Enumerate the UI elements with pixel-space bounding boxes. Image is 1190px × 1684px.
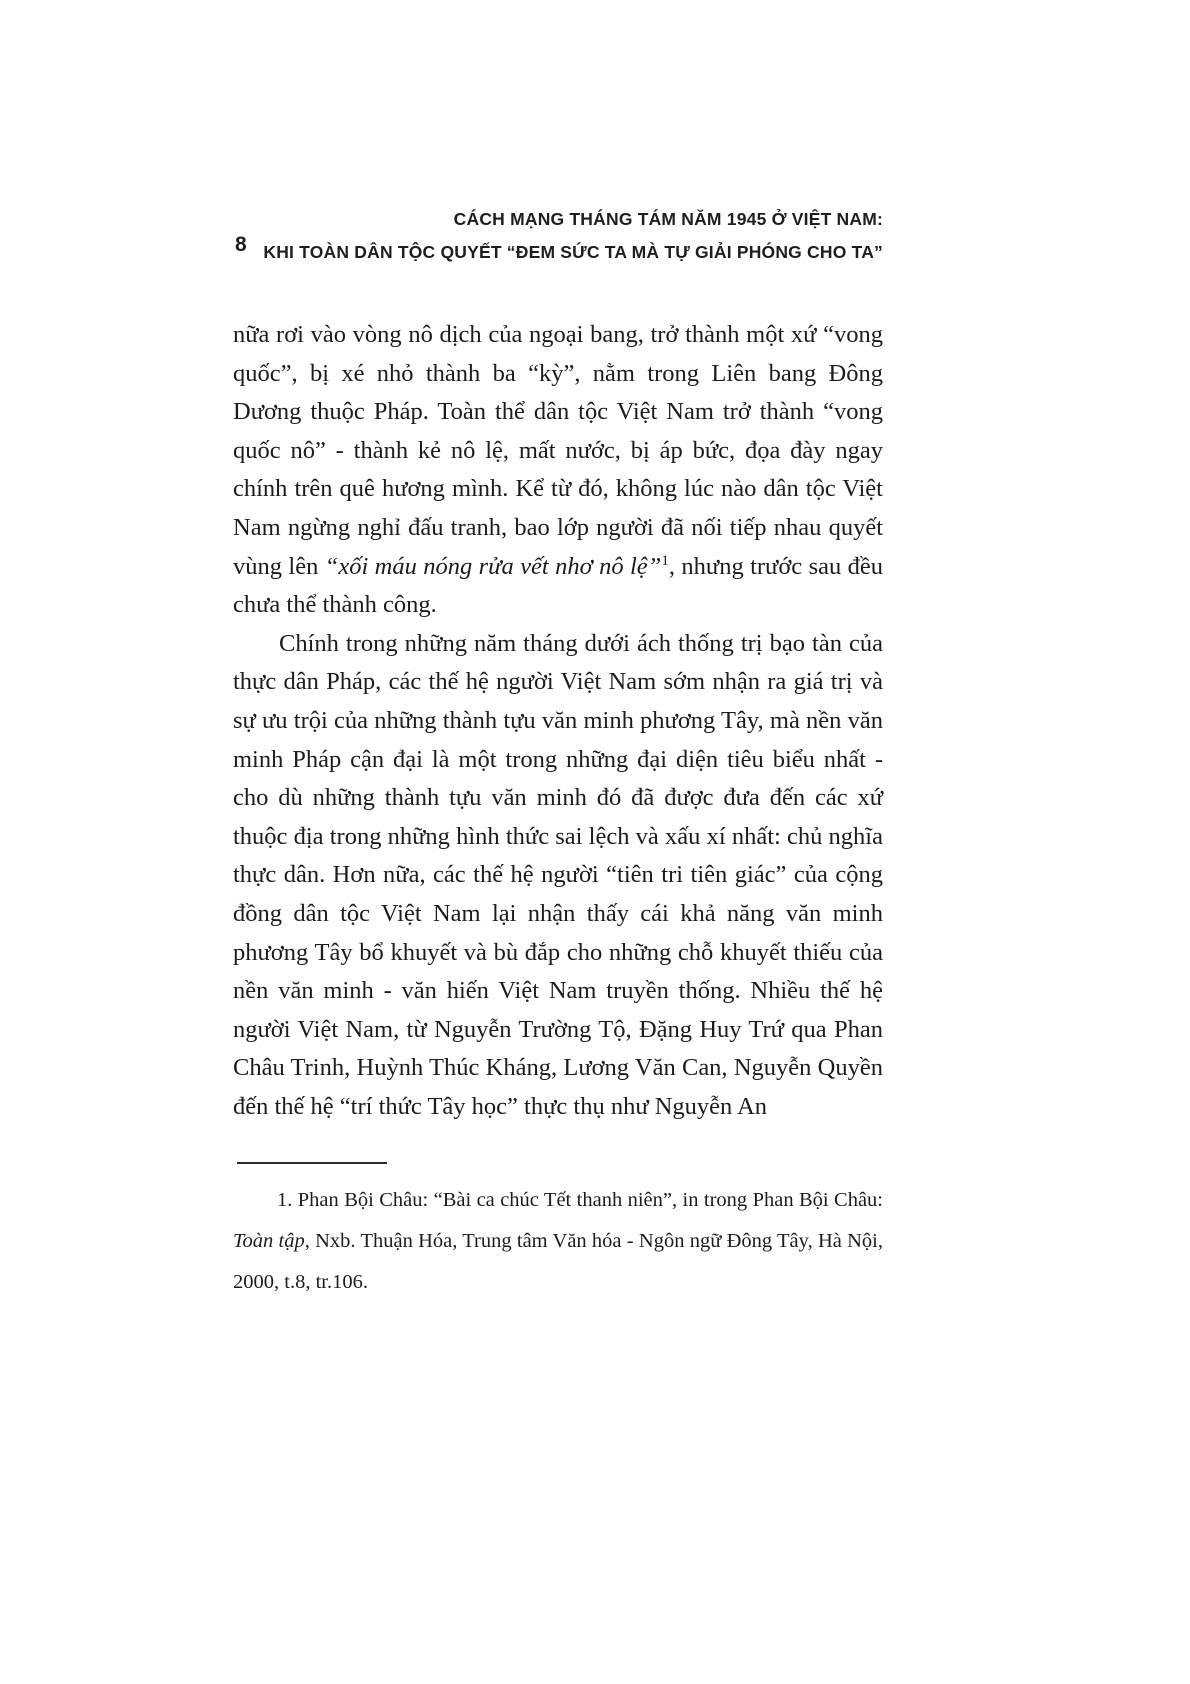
running-head	[233, 203, 883, 269]
page-header	[233, 203, 883, 269]
body-text	[233, 316, 883, 1126]
running-head-line1: CÁCH MẠNG THÁNG TÁM NĂM 1945 Ở VIỆT NAM:	[453, 209, 883, 229]
body-paragraph-1: nữa rơi vào vòng nô dịch của ngoại bang, trở thành một xứ “vong quốc”, bị xé nhỏ thành ba “kỳ”, nằm trong Liên bang Đông Dương thuộc Pháp. Toàn thể dân tộc Việt Nam trở thành “vong quốc nô” - thành kẻ nô lệ, mất nước, bị áp bức, đọa đày ngay chính trên quê hương mình. Kể từ đó, không lúc nào dân tộc Việt Nam ngừng nghỉ đấu tranh, bao lớp người đã nối tiếp nhau quyết vùng lên “xối máu nóng rửa vết nhơ nô lệ”$^1$, nhưng trước sau đều chưa thể thành công.	[233, 321, 883, 619]
running-head-line2: KHI TOÀN DÂN TỘC QUYẾT “ĐEM SỨC TA MÀ TỰ GIẢI PHÓNG CHO TA”	[263, 242, 883, 262]
footnote-text: 1. Phan Bội Châu: “Bài ca chúc Tết thanh niên”, in trong Phan Bội Châu: Toàn tập, Nxb. Thuận Hóa, Trung tâm Văn hóa - Ngôn ngữ Đông Tây, Hà Nội, 2000, t.8, tr.106.	[233, 1189, 883, 1293]
page-number: 8	[235, 233, 247, 256]
body-paragraph-2: Chính trong những năm tháng dưới ách thống trị bạo tàn của thực dân Pháp, các thế hệ người Việt Nam sớm nhận ra giá trị và sự ưu trội của những thành tựu văn minh phương Tây, mà nền văn minh Pháp cận đại là một trong những đại diện tiêu biểu nhất - cho dù những thành tựu văn minh đó đã được đưa đến các xứ thuộc địa trong những hình thức sai lệch và xấu xí nhất: chủ nghĩa thực dân. Hơn nữa, các thế hệ người “tiên tri tiên giác” của cộng đồng dân tộc Việt Nam lại nhận thấy cái khả năng văn minh phương Tây bổ khuyết và bù đắp cho những chỗ khuyết thiếu của nền văn minh - văn hiến Việt Nam truyền thống. Nhiều thế hệ người Việt Nam, từ Nguyễn Trường Tộ, Đặng Huy Trứ qua Phan Châu Trinh, Huỳnh Thúc Kháng, Lương Văn Can, Nguyễn Quyền đến thế hệ “trí thức Tây học” thực thụ như Nguyễn An	[233, 629, 883, 1120]
footnote-divider	[237, 1162, 387, 1164]
